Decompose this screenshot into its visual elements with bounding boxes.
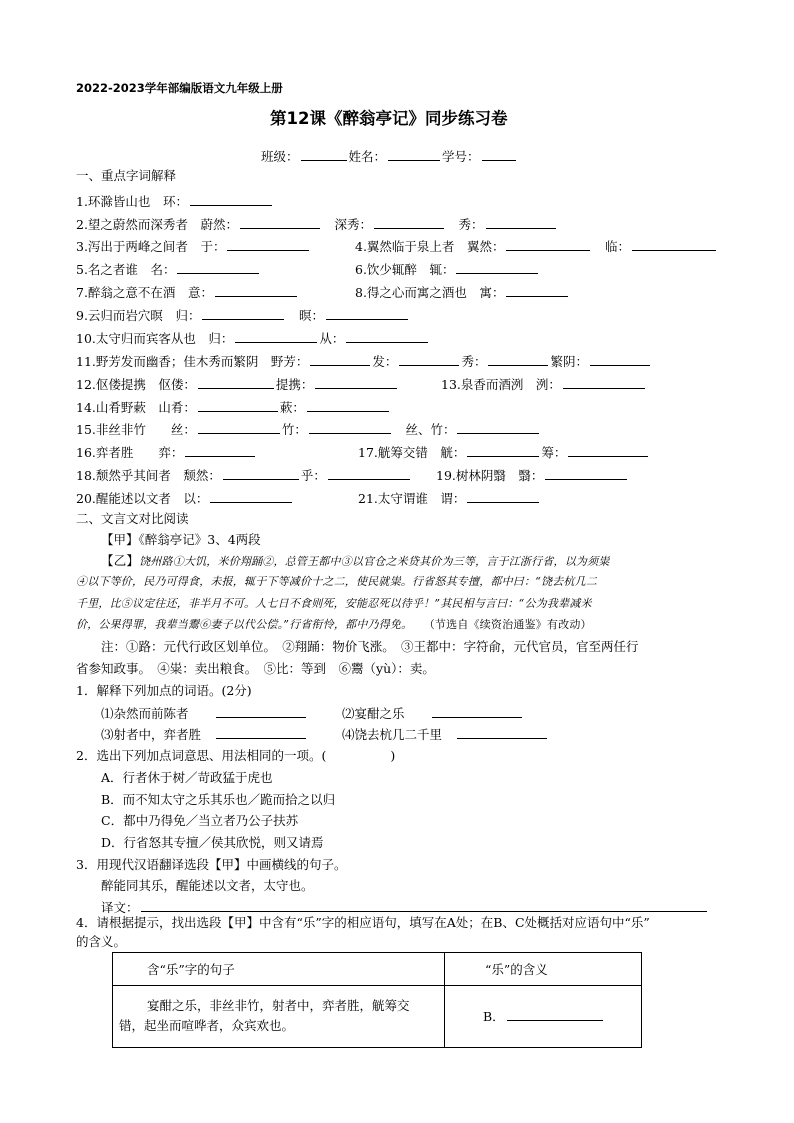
passage-source: （节选自《续资治通鉴》有改动） — [429, 618, 592, 631]
translation-blank[interactable] — [141, 899, 707, 912]
table-cell-sentence: 错，起坐而喧哗者，众宾欢也。 — [119, 1018, 295, 1033]
vocab-q14: 14.山肴野蔌 山肴： 蔌： — [76, 399, 391, 416]
vocab-q4: 4.翼然临于泉上者 翼然： 临： — [355, 238, 718, 255]
answer-blank[interactable] — [198, 421, 280, 434]
page-title: 第12课《醉翁亭记》同步练习卷 — [270, 109, 508, 128]
answer-table — [112, 952, 642, 1048]
reading-q2-option: A．行者休于树／苛政猛于虎也 — [101, 770, 273, 785]
vocab-q17: 17.觥筹交错 觥： 筹： — [358, 444, 650, 461]
reading-q1-item: ⑵宴酣之乐 — [342, 705, 524, 722]
answer-blank[interactable] — [216, 705, 306, 718]
table-header-meaning: “乐”的含义 — [485, 962, 548, 977]
reading-q4-stem: 的含义。 — [76, 934, 127, 949]
answer-blank[interactable] — [507, 1008, 603, 1021]
answer-blank[interactable] — [467, 490, 539, 503]
answer-blank[interactable] — [223, 467, 299, 480]
vocab-q13: 13.泉香而酒洌 洌： — [441, 376, 647, 393]
answer-blank[interactable] — [315, 376, 397, 389]
passage-yi-line: 【乙】饶州路①大饥，米价翔踊②，总管王都中③以官仓之米贷其价为三等，言于江浙行省，以为须粜 — [101, 553, 610, 568]
passage-yi-label: 【乙】 — [101, 553, 140, 568]
answer-blank[interactable] — [198, 376, 274, 389]
reading-q2-option: D．行省怒其专擅／侯其欣悦，则又请焉 — [101, 835, 324, 850]
answer-blank[interactable] — [506, 238, 590, 251]
number-field[interactable] — [482, 148, 516, 161]
vocab-q12: 12.伛偻提携 伛偻： 提携： — [76, 376, 399, 393]
vocab-q6: 6.饮少辄醉 辄： — [355, 261, 540, 278]
worksheet-subtitle: 2022-2023学年部编版语文九年级上册 — [76, 81, 283, 95]
answer-blank[interactable] — [177, 261, 259, 274]
passage-yi-line: ④以下等价，民乃可得食，未报，辄于下等减价十之二，使民就粜。行省怒其专擅，都中曰：“饶去杭几二 — [76, 575, 598, 588]
answer-blank[interactable] — [307, 399, 389, 412]
answer-blank[interactable] — [202, 307, 284, 320]
vocab-q8: 8.得之心而寓之酒也 寓： — [355, 284, 570, 301]
vocab-q20: 20.醒能述以文者 以： — [76, 490, 294, 507]
answer-blank[interactable] — [328, 467, 410, 480]
table-header-sentence: 含“乐”字的句子 — [147, 962, 235, 977]
answer-blank[interactable] — [235, 330, 317, 343]
vocab-q11: 11.野芳发而幽香；佳木秀而繁阴 野芳： 发： 秀： 繁阴： — [76, 353, 652, 370]
table-cell-sentence: 宴酣之乐，非丝非竹，射者中，弈者胜，觥筹交 — [147, 998, 410, 1013]
answer-blank[interactable] — [190, 193, 272, 206]
passage-notes: 省参知政事。 ④粜：卖出粮食。 ⑤比：等到 ⑥鬻（yù）：卖。 — [76, 661, 435, 676]
answer-blank[interactable] — [310, 353, 370, 366]
vocab-q9: 9.云归而岩穴暝 归： 暝： — [76, 307, 410, 324]
vocab-q5: 5.名之者谁 名： — [76, 261, 261, 278]
answer-blank[interactable] — [457, 421, 539, 434]
vocab-q1: 1.环滁皆山也 环： — [76, 193, 274, 210]
answer-blank[interactable] — [374, 216, 444, 229]
reading-q1-item: ⑶射者中，弈者胜 — [101, 726, 308, 743]
number-label: 学号： — [442, 149, 480, 164]
answer-blank[interactable] — [346, 330, 428, 343]
answer-blank[interactable] — [432, 705, 522, 718]
vocab-q16: 16.弈者胜 弈： — [76, 444, 257, 461]
reading-q3-answer: 译文： — [101, 899, 709, 916]
reading-q2-stem: 2．选出下列加点词意思、用法相同的一项。( ) — [76, 748, 396, 763]
reading-q2-option: C．都中乃得免／当立者乃公子扶苏 — [101, 813, 299, 828]
class-field[interactable] — [301, 148, 347, 161]
answer-blank[interactable] — [632, 238, 716, 251]
vocab-q19: 19.树林阴翳 翳： — [436, 467, 629, 484]
vocab-q10: 10.太守归而宾客从也 归： 从： — [76, 330, 430, 347]
answer-blank[interactable] — [457, 726, 547, 739]
answer-blank[interactable] — [198, 399, 278, 412]
reading-q4-stem: 4．请根据提示，找出选段【甲】中含有“乐”字的相应语句，填写在A处；在B、C处概括对应语句中“乐” — [76, 915, 650, 930]
class-label: 班级： — [261, 149, 299, 164]
vocab-q21: 21.太守谓谁 谓： — [358, 490, 541, 507]
answer-blank[interactable] — [545, 467, 627, 480]
table-cell-meaning: B． — [483, 1008, 605, 1026]
reading-q1-item: ⑴杂然而前陈者 — [101, 705, 308, 722]
passage-yi-line: 千里，比⑤议定往还，非半月不可。人七日不食则死，安能忍死以待乎！”其民相与言曰：“公为我辈减米 — [76, 597, 592, 610]
vocab-q7: 7.醉翁之意不在酒 意： — [76, 284, 299, 301]
section2-heading: 二、文言文对比阅读 — [76, 511, 189, 526]
answer-blank[interactable] — [185, 444, 255, 457]
answer-blank[interactable] — [240, 216, 320, 229]
passage-notes: 注：①路：元代行政区划单位。 ②翔踊：物价飞涨。 ③王都中：字符俞，元代官员，官至两任行 — [101, 639, 639, 654]
reading-q1-stem: 1．解释下列加点的词语。(2分) — [76, 683, 252, 698]
vocab-q2: 2.望之蔚然而深秀者 蔚然： 深秀： 秀： — [76, 216, 558, 233]
reading-q1-item: ⑷饶去杭几二千里 — [342, 726, 549, 743]
passage-jia-label: 【甲】《醉翁亭记》3、4两段 — [101, 532, 261, 547]
answer-blank[interactable] — [399, 353, 459, 366]
reading-q2-option: B．而不知太守之乐其乐也／跪而拾之以归 — [101, 792, 336, 807]
reading-q3-stem: 3．用现代汉语翻译选段【甲】中画横线的句子。 — [76, 857, 347, 872]
answer-blank[interactable] — [215, 284, 297, 297]
answer-blank[interactable] — [488, 353, 548, 366]
answer-blank[interactable] — [216, 726, 306, 739]
answer-blank[interactable] — [486, 216, 556, 229]
answer-blank[interactable] — [227, 238, 309, 251]
answer-blank[interactable] — [210, 490, 292, 503]
answer-blank[interactable] — [326, 307, 408, 320]
answer-blank[interactable] — [506, 284, 568, 297]
vocab-q15: 15.非丝非竹 丝： 竹： 丝、竹： — [76, 421, 541, 438]
answer-blank[interactable] — [467, 444, 539, 457]
answer-blank[interactable] — [563, 376, 645, 389]
answer-blank[interactable] — [568, 444, 648, 457]
passage-yi-line: 价，公果得罪，我辈当鬻⑥妻子以代公偿。”行省衔怜，都中乃得免。 （节选自《续资治通鉴》有改动） — [76, 618, 592, 631]
name-label: 姓名： — [348, 149, 387, 164]
answer-blank[interactable] — [590, 353, 650, 366]
reading-q3-sentence: 醉能同其乐，醒能述以文者，太守也。 — [101, 878, 314, 893]
table-divider — [113, 985, 641, 986]
vocab-q3: 3.泻出于两峰之间者 于： — [76, 238, 311, 255]
student-info-row — [261, 148, 518, 165]
table-divider — [444, 953, 445, 1047]
section1-heading: 一、重点字词解释 — [76, 168, 177, 183]
answer-blank[interactable] — [309, 421, 391, 434]
answer-blank[interactable] — [456, 261, 538, 274]
vocab-q18: 18.颓然乎其间者 颓然： 乎： — [76, 467, 412, 484]
name-field[interactable] — [388, 148, 440, 161]
